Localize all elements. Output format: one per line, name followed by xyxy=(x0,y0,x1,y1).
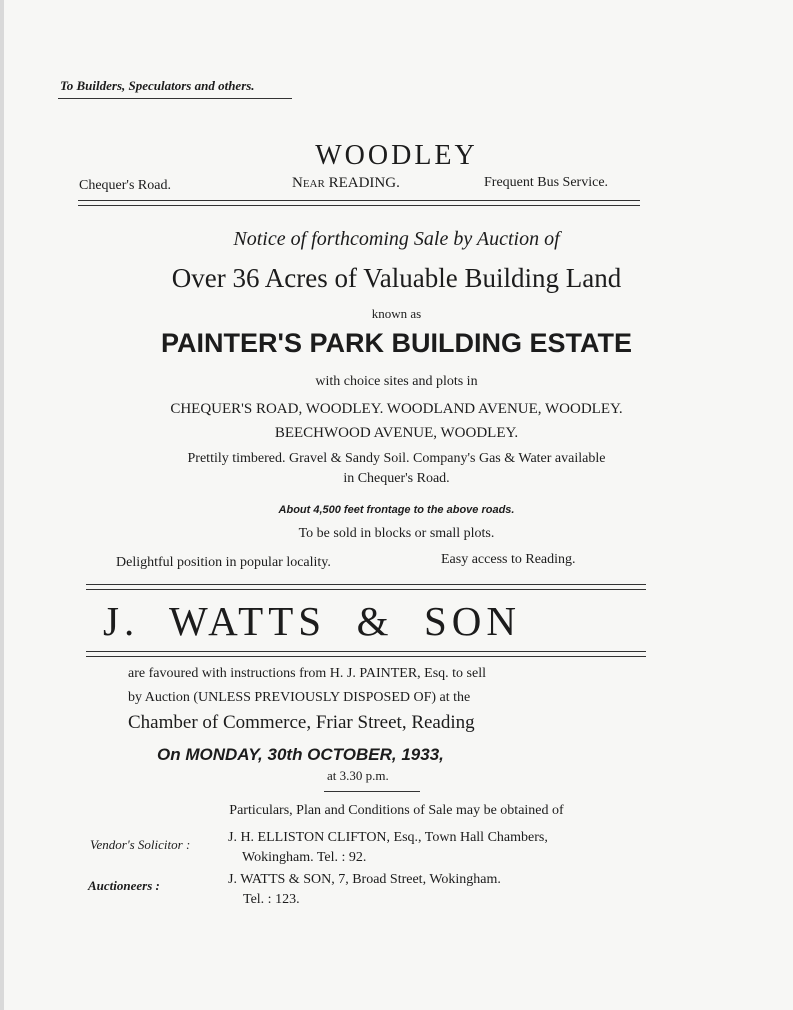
near-reading xyxy=(292,175,400,192)
blocks-line: To be sold in blocks or small plots. xyxy=(298,526,495,541)
auctioneers-line-2: Tel. : 123. xyxy=(243,892,300,907)
audience-underline xyxy=(58,98,292,99)
double-rule-top-1 xyxy=(78,200,640,201)
double-rule-mid-2 xyxy=(86,589,646,590)
access-line: Easy access to Reading. xyxy=(441,552,576,567)
near-prefix: Near xyxy=(292,175,325,191)
solicitor-line-1: J. H. ELLISTON CLIFTON, Esq., Town Hall Chambers, xyxy=(228,830,548,845)
auctioneers-line-1: J. WATTS & SON, 7, Broad Street, Wokingham. xyxy=(228,872,501,887)
double-rule-mid-4 xyxy=(86,656,646,657)
bus-service: Frequent Bus Service. xyxy=(484,175,609,190)
sale-time: at 3.30 p.m. xyxy=(327,768,389,783)
frontage-line: About 4,500 feet frontage to the above roads. xyxy=(278,504,515,516)
solicitor-line-2: Wokingham. Tel. : 92. xyxy=(242,850,367,865)
audience-line: To Builders, Speculators and others. xyxy=(60,78,255,93)
features-line-1: Prettily timbered. Gravel & Sandy Soil. Company's Gas & Water available xyxy=(187,451,606,466)
position-line: Delightful position in popular locality. xyxy=(116,555,331,570)
known-as: known as xyxy=(371,306,422,321)
roads-line-2: BEECHWOOD AVENUE, WOODLEY. xyxy=(274,425,519,441)
estate-name: PAINTER'S PARK BUILDING ESTATE xyxy=(161,328,632,358)
roads-line-1: CHEQUER'S ROAD, WOODLEY. WOODLAND AVENUE, WOODLEY. xyxy=(170,401,623,417)
instructions-line-1: are favoured with instructions from H. J. PAINTER, Esq. to sell xyxy=(128,666,486,681)
solicitor-label: Vendor's Solicitor : xyxy=(90,837,191,852)
particulars-line: Particulars, Plan and Conditions of Sale may be obtained of xyxy=(229,803,564,818)
place-title: WOODLEY xyxy=(315,140,478,171)
instructions-line-2: by Auction (UNLESS PREVIOUSLY DISPOSED OF) at the xyxy=(128,690,471,705)
near-place: READING. xyxy=(328,175,400,191)
features-line-2: in Chequer's Road. xyxy=(343,471,450,486)
choice-sites: with choice sites and plots in xyxy=(315,374,478,389)
short-rule xyxy=(324,791,420,792)
auctioneers-label: Auctioneers : xyxy=(88,878,160,893)
sale-date: On MONDAY, 30th OCTOBER, 1933, xyxy=(157,745,444,764)
auctioneer-name: J. WATTS & SON xyxy=(103,598,521,644)
double-rule-mid-3 xyxy=(86,651,646,652)
double-rule-mid-1 xyxy=(86,584,646,585)
notice-heading: Notice of forthcoming Sale by Auction of xyxy=(233,228,560,250)
acres-heading: Over 36 Acres of Valuable Building Land xyxy=(171,263,622,293)
venue-line: Chamber of Commerce, Friar Street, Reading xyxy=(128,712,475,733)
road-label: Chequer's Road. xyxy=(79,178,171,193)
double-rule-top-2 xyxy=(78,205,640,206)
